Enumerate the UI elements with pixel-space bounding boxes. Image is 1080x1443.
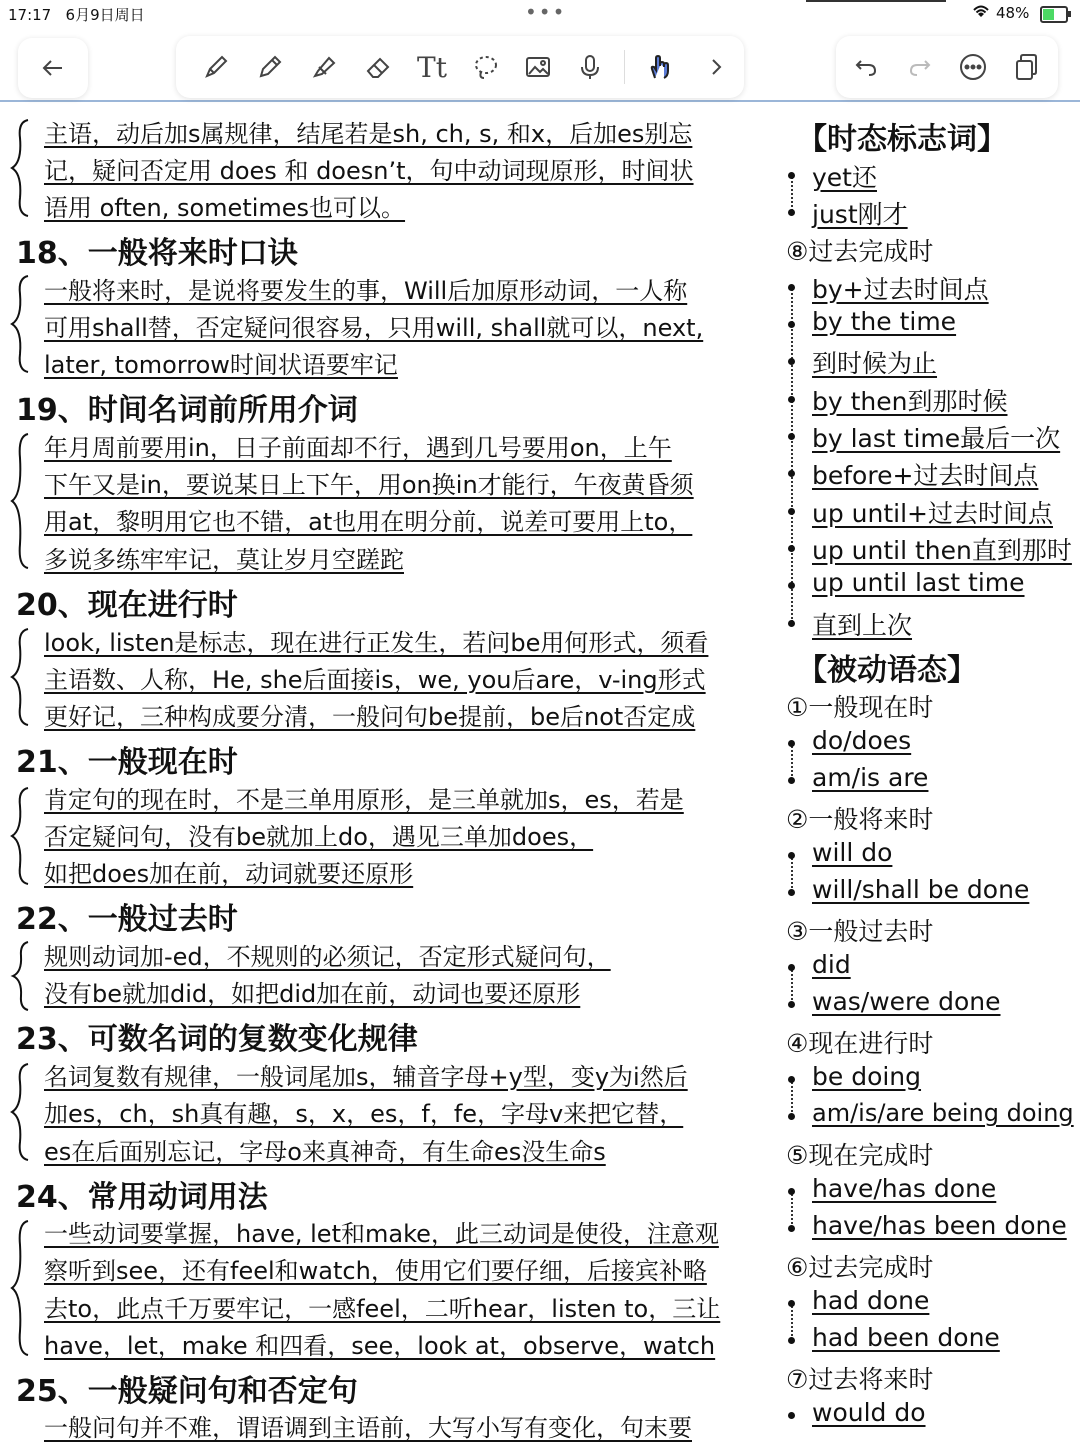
curly-bracket <box>8 118 34 218</box>
top-divider <box>806 0 946 2</box>
redo-icon[interactable] <box>900 47 940 87</box>
note-line: es在后面别忘记，字母o来真神奇，有生命es没生命s <box>44 1138 606 1166</box>
note-line: 一些动词要掌握，have, let和make，此三动词是使役，注意观 <box>44 1220 719 1248</box>
passive-item: would do <box>812 1398 926 1427</box>
note-line: 可用shall替，否定疑问很容易，只用will, shall就可以，next, <box>44 314 704 342</box>
toolbar-separator <box>624 50 625 84</box>
bullet <box>788 396 795 403</box>
curly-bracket <box>8 274 34 374</box>
dotted-connector <box>791 742 793 780</box>
section-heading: 23、可数名词的复数变化规律 <box>16 1022 418 1057</box>
note-line: 用at，黎明用它也不错，at也用在明分前，说差可要用上to， <box>44 508 693 536</box>
bullet <box>788 1300 795 1307</box>
tense-subheading: ④现在进行时 <box>786 1029 934 1058</box>
note-line: 更好记，三种构成要分清，一般问句be提前，be后not否定成 <box>44 703 696 731</box>
bullet <box>788 358 795 365</box>
passive-item: am/is/are being doing <box>812 1099 1074 1127</box>
bullet <box>788 470 795 477</box>
chevron-right-icon[interactable] <box>696 47 736 87</box>
eraser-icon[interactable] <box>358 47 398 87</box>
curly-bracket <box>8 1060 34 1164</box>
bullet <box>788 172 795 179</box>
tense-subheading: ③一般过去时 <box>786 917 934 946</box>
note-line: 语用 often, sometimes也可以。 <box>44 194 406 222</box>
wifi-icon <box>971 3 991 23</box>
marker-item: up until then直到那时 <box>812 536 1072 565</box>
note-line: 多说多练牢牢记，莫让岁月空蹉跎 <box>44 546 404 574</box>
section-heading: 25、一般疑问句和否定句 <box>16 1374 358 1409</box>
marker-item: yet还 <box>812 163 877 192</box>
multitask-dots[interactable]: ••• <box>525 0 567 24</box>
passive-item: do/does <box>812 726 912 755</box>
passive-item: will/shall be done <box>812 875 1030 904</box>
bullet <box>788 852 795 859</box>
marker-item: 到时候为止 <box>812 349 938 378</box>
lasso-icon[interactable] <box>466 47 506 87</box>
note-line: 主语数、人称，He, she后面接is，we, you后are，v-ing形式 <box>44 666 706 694</box>
dotted-connector <box>791 1078 793 1116</box>
curly-bracket <box>8 784 34 888</box>
note-line: 一般问句并不难，谓语调到主语前，大写小写有变化，句末要 <box>44 1414 692 1442</box>
microphone-icon[interactable] <box>570 47 610 87</box>
marker-item: by then到那时候 <box>812 387 1008 416</box>
note-line: 加es，ch，sh真有趣，s，x，es，f，fe，字母v来把它替， <box>44 1100 684 1128</box>
tool-palette <box>176 36 744 98</box>
tense-subheading: ⑦过去将来时 <box>786 1365 934 1394</box>
bullet <box>788 582 795 589</box>
back-icon <box>33 48 73 88</box>
undo-icon[interactable] <box>846 47 886 87</box>
image-icon[interactable] <box>518 47 558 87</box>
note-line: 如把does加在前，动词就要还原形 <box>44 860 414 888</box>
pencil-icon[interactable] <box>196 47 236 87</box>
tense-subheading: ②一般将来时 <box>786 805 934 834</box>
note-line: 年月周前要用in，日子前面却不行，遇到几号要用on，上午 <box>44 434 672 462</box>
passive-item: have/has done <box>812 1174 997 1203</box>
note-line: 规则动词加-ed，不规则的必须记，否定形式疑问句， <box>44 943 611 971</box>
bullet <box>788 545 795 552</box>
dotted-connector <box>791 1302 793 1340</box>
more-icon[interactable] <box>953 47 993 87</box>
marker-item: before+过去时间点 <box>812 461 1039 490</box>
tense-markers-heading: 【时态标志词】 <box>797 122 1007 157</box>
curly-bracket <box>8 626 34 728</box>
bullet <box>788 777 795 784</box>
marker-item: just刚才 <box>812 200 908 229</box>
bullet <box>788 620 795 627</box>
passive-item: was/were done <box>812 987 1001 1016</box>
curly-bracket <box>8 1218 34 1358</box>
note-line: 否定疑问句，没有be就加上do，遇见三单加does， <box>44 823 594 851</box>
pages-icon[interactable] <box>1006 47 1046 87</box>
clock: 17:17 6月9日周日 <box>8 6 145 24</box>
battery-icon <box>1040 6 1068 23</box>
bullet <box>788 1337 795 1344</box>
note-line: 察听到see，还有feel和watch，使用它们要仔细，后接宾补略 <box>44 1257 707 1285</box>
note-line: 肯定句的现在时，不是三单用原形，是三单就加s，es，若是 <box>44 786 684 814</box>
marker-item: by last time最后一次 <box>812 424 1061 453</box>
passive-item: will do <box>812 838 893 867</box>
back-button[interactable] <box>18 38 88 98</box>
dotted-connector <box>791 174 793 214</box>
note-line: 主语，动后加s属规律，结尾若是sh, ch, s, 和x，后加es别忘 <box>44 120 693 148</box>
touch-hand-icon[interactable] <box>640 47 680 87</box>
bullet <box>788 433 795 440</box>
passive-item: did <box>812 950 851 979</box>
note-line: have，let，make 和四看，see，look at，observe，watch <box>44 1332 716 1360</box>
passive-item: be doing <box>812 1062 922 1091</box>
curly-bracket <box>8 432 34 570</box>
note-line: 下午又是in，要说某日上下午，用on换in才能行，午夜黄昏须 <box>44 471 694 499</box>
note-line: 记，疑问否定用 does 和 doesn’t，句中动词现原形，时间状 <box>44 157 694 185</box>
bullet <box>788 1001 795 1008</box>
note-line: 名词复数有规律，一般词尾加s，辅音字母+y型，变y为i然后 <box>44 1063 688 1091</box>
bullet <box>788 964 795 971</box>
bullet <box>788 1412 795 1419</box>
passive-item: had done <box>812 1286 930 1315</box>
passive-item: have/has been done <box>812 1211 1067 1240</box>
tense-subheading: ⑤现在完成时 <box>786 1141 934 1170</box>
dotted-connector <box>791 1190 793 1228</box>
note-line: 去to，此点千万要牢记，一感feel，二听hear，listen to，三让 <box>44 1295 721 1323</box>
tense-subheading: ①一般现在时 <box>786 693 934 722</box>
tense-subheading: ⑥过去完成时 <box>786 1253 934 1282</box>
bullet <box>788 209 795 216</box>
tense-subheading: ⑧过去完成时 <box>786 237 934 266</box>
marker-item: up until+过去时间点 <box>812 499 1053 528</box>
highlighter-icon[interactable] <box>304 47 344 87</box>
curly-bracket <box>8 940 34 1012</box>
marker-item: 直到上次 <box>812 611 913 640</box>
dotted-connector <box>791 854 793 892</box>
pen-icon[interactable] <box>250 47 290 87</box>
bullet <box>788 508 795 515</box>
note-line: look, listen是标志，现在进行正发生，若问be用何形式，须看 <box>44 629 709 657</box>
passive-item: had been done <box>812 1323 1000 1352</box>
dotted-connector <box>791 286 793 622</box>
bullet <box>788 284 795 291</box>
note-line: later, tomorrow时间状语要牢记 <box>44 351 398 379</box>
note-line: 没有be就加did，如把did加在前，动词也要还原形 <box>44 980 581 1008</box>
bullet <box>788 1076 795 1083</box>
note-line: 一般将来时，是说将要发生的事，Will后加原形动词，一人称 <box>44 277 688 305</box>
dotted-connector <box>791 966 793 1004</box>
toolbar <box>0 28 1080 102</box>
status-bar <box>0 0 1080 28</box>
section-heading: 22、一般过去时 <box>16 902 238 937</box>
bullet <box>788 1225 795 1232</box>
battery-percent: 48% <box>996 4 1030 22</box>
section-heading: 21、一般现在时 <box>16 745 238 780</box>
section-heading: 20、现在进行时 <box>16 588 238 623</box>
section-heading: 24、常用动词用法 <box>16 1180 268 1215</box>
text-icon[interactable]: Tt <box>417 50 447 84</box>
marker-item: by the time <box>812 307 957 336</box>
marker-item: by+过去时间点 <box>812 275 989 304</box>
passive-voice-heading: 【被动语态】 <box>797 653 977 688</box>
bullet <box>788 1188 795 1195</box>
passive-item: am/is are <box>812 763 929 792</box>
section-heading: 18、一般将来时口诀 <box>16 236 298 271</box>
document-actions <box>836 36 1058 98</box>
marker-item: up until last time <box>812 568 1025 597</box>
section-heading: 19、时间名词前所用介词 <box>16 393 358 428</box>
bullet <box>788 321 795 328</box>
bullet <box>788 889 795 896</box>
bullet <box>788 1113 795 1120</box>
bullet <box>788 740 795 747</box>
